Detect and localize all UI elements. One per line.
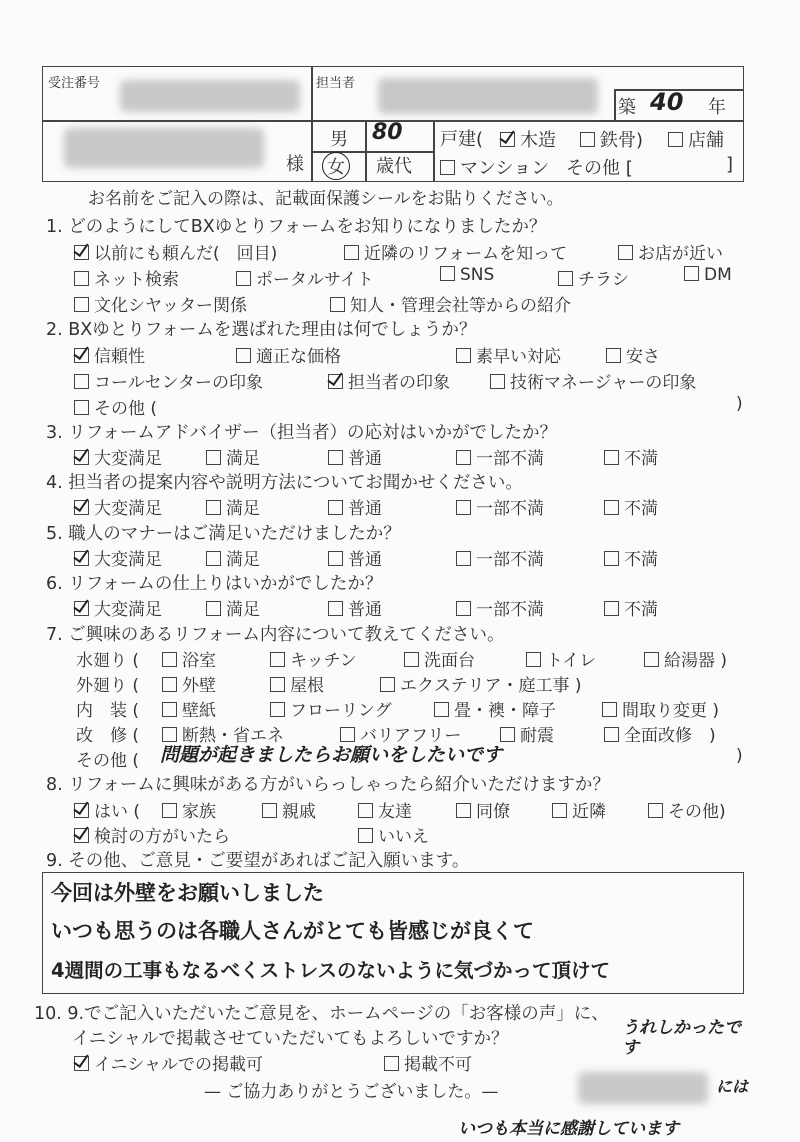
q1-o6-label: SNS: [460, 265, 495, 285]
q6-s5-label: 不満: [624, 600, 658, 620]
q6-s5-checkbox[interactable]: [604, 601, 619, 616]
q2-o7-checkbox[interactable]: [490, 374, 505, 389]
q8-o3-label: 友達: [378, 802, 412, 822]
q8-o5-checkbox[interactable]: [552, 803, 567, 818]
q1-o3-label: お店が近い: [638, 244, 723, 264]
q1-o2-checkbox[interactable]: [344, 245, 359, 260]
staff-name-redacted: [378, 78, 598, 114]
q7-r1-1-label: キッチン: [290, 651, 357, 671]
q4-s2-checkbox[interactable]: [206, 500, 221, 515]
q2-o6-checkbox[interactable]: [328, 374, 343, 389]
q7-r3-0-label: 壁紙: [182, 701, 216, 721]
q2-o4-label: 安さ: [626, 347, 660, 367]
q2-o3-checkbox[interactable]: [456, 348, 471, 363]
q1-o8-label: DM: [704, 265, 732, 285]
q1-o5-label: ポータルサイト: [256, 270, 374, 290]
other-bracket: ]: [726, 154, 734, 175]
q8-o5-label: 近隣: [572, 802, 606, 822]
q8-no-label: いいえ: [378, 827, 429, 847]
nen-label: 年: [708, 97, 726, 118]
q1-o7-label: チラシ: [578, 270, 629, 290]
q7-r1-2-checkbox[interactable]: [404, 652, 419, 667]
q2-o8-checkbox[interactable]: [74, 400, 89, 415]
q4-s2-label: 満足: [226, 499, 260, 519]
q1-o9-checkbox[interactable]: [74, 297, 89, 312]
q10-o2-checkbox[interactable]: [384, 1056, 399, 1071]
q8-text: 8. リフォームに興味がある方がいらっしゃったら紹介いただけますか？: [46, 775, 610, 795]
q7-r3-3-checkbox[interactable]: [602, 702, 617, 717]
q3-s4-checkbox[interactable]: [456, 450, 471, 465]
q4-s4-checkbox[interactable]: [456, 500, 471, 515]
q3-text: 3. リフォームアドバイザー（担当者）の応対はいかがでしたか？: [46, 423, 558, 443]
thanks-text: — ご協力ありがとうございました。—: [204, 1082, 499, 1102]
tekkotsu-label: 鉄骨): [600, 130, 644, 151]
q3-s2-label: 満足: [226, 449, 260, 469]
q1-o7-checkbox[interactable]: [558, 271, 573, 286]
q7-r2-1-label: 屋根: [290, 676, 324, 696]
q4-s1-label: 大変満足: [94, 499, 162, 519]
q7-r1-4-checkbox[interactable]: [644, 652, 659, 667]
q6-s4-label: 一部不満: [476, 600, 544, 620]
q7-r1-0-checkbox[interactable]: [162, 652, 177, 667]
q6-s1-label: 大変満足: [94, 600, 162, 620]
q1-o9-label: 文化シヤッター関係: [94, 296, 247, 316]
q1-o10-label: 知人・管理会社等からの紹介: [350, 296, 571, 316]
order-number-redacted: [120, 80, 300, 112]
q8-o1-checkbox[interactable]: [162, 803, 177, 818]
q7-r2-0-checkbox[interactable]: [162, 677, 177, 692]
mokuzo-checkbox[interactable]: [500, 132, 515, 147]
age-label: 歳代: [376, 156, 412, 177]
q7-r3-0-checkbox[interactable]: [162, 702, 177, 717]
kodate-label: 戸建(: [440, 129, 484, 150]
q4-s1-checkbox[interactable]: [74, 500, 89, 515]
q7-r4-2-label: 耐震: [520, 726, 554, 746]
footer-hand-suffix: には: [716, 1077, 749, 1096]
q7-r5-label: その他 (: [76, 751, 140, 771]
q3-s4-label: 一部不満: [476, 449, 544, 469]
q10-o1-label: イニシャルでの掲載可: [94, 1055, 263, 1075]
q6-s2-label: 満足: [226, 600, 260, 620]
customer-name-redacted: [64, 128, 264, 168]
comment-line-1: 今回は外壁をお願いしました: [51, 881, 324, 905]
q8-yes-label: はい (: [94, 802, 141, 822]
chiku-label: 築: [618, 97, 636, 118]
q5-s4-checkbox[interactable]: [456, 551, 471, 566]
q8-consider-checkbox[interactable]: [74, 828, 89, 843]
q10-handwriting: うれしかったです: [622, 1018, 741, 1058]
q10-text: 10. 9.でご記入いただいたご意見を、ホームページの「お客様の声」に、: [34, 1004, 609, 1024]
q1-o2-label: 近隣のリフォームを知って: [364, 244, 568, 264]
q2-o5-checkbox[interactable]: [74, 374, 89, 389]
q3-s1-label: 大変満足: [94, 449, 162, 469]
q8-o6-checkbox[interactable]: [648, 803, 663, 818]
q10-text-2: イニシャルで掲載させていただいてもよろしいですか？: [72, 1029, 509, 1049]
q7-r4-label: 改 修 (: [76, 726, 140, 746]
q5-s4-label: 一部不満: [476, 550, 544, 570]
q6-s3-checkbox[interactable]: [328, 601, 343, 616]
q7-r3-2-checkbox[interactable]: [434, 702, 449, 717]
q7-r1-4-label: 給湯器 ): [664, 651, 728, 671]
q7-r2-2-label: エクステリア・庭工事 ): [400, 676, 582, 696]
q2-o5-label: コールセンターの印象: [94, 373, 263, 393]
q7-r1-3-checkbox[interactable]: [526, 652, 541, 667]
q10-o1-checkbox[interactable]: [74, 1056, 89, 1071]
male-label: 男: [330, 129, 348, 150]
q5-s2-checkbox[interactable]: [206, 551, 221, 566]
q2-o1-checkbox[interactable]: [74, 348, 89, 363]
q7-r1-3-label: トイレ: [546, 651, 597, 671]
q1-o4-label: ネット検索: [94, 270, 179, 290]
q3-s5-checkbox[interactable]: [604, 450, 619, 465]
q3-s2-checkbox[interactable]: [206, 450, 221, 465]
q7-r1-0-label: 浴室: [182, 651, 216, 671]
q6-s4-checkbox[interactable]: [456, 601, 471, 616]
order-number-label: 受注番号: [48, 76, 101, 91]
other-label: その他 [: [566, 158, 633, 179]
q2-o6-label: 担当者の印象: [348, 373, 450, 393]
q8-o4-label: 同僚: [476, 802, 510, 822]
q3-s5-label: 不満: [624, 449, 658, 469]
q8-yes-checkbox[interactable]: [74, 803, 89, 818]
q1-o1-label: 以前にも頼んだ( 回目): [94, 244, 278, 264]
q7-other-handwriting: 問題が起きましたらお願いをしたいです: [160, 744, 503, 766]
q7-r2-2-checkbox[interactable]: [380, 677, 395, 692]
q5-s5-label: 不満: [624, 550, 658, 570]
comment-box: [42, 872, 744, 994]
mokuzo-label: 木造: [520, 130, 556, 151]
q2-close: ): [736, 394, 743, 414]
q1-o1-checkbox[interactable]: [74, 245, 89, 260]
q10-o2-label: 掲載不可: [404, 1055, 472, 1075]
q8-no-checkbox[interactable]: [358, 828, 373, 843]
tenpo-label: 店舗: [688, 130, 724, 151]
q8-o6-label: その他): [668, 802, 726, 822]
q4-s5-label: 不満: [624, 499, 658, 519]
q7-r4-3-checkbox[interactable]: [604, 727, 619, 742]
q7-r1-2-label: 洗面台: [424, 651, 475, 671]
q4-s3-checkbox[interactable]: [328, 500, 343, 515]
q6-s1-checkbox[interactable]: [74, 601, 89, 616]
q7-r1-1-checkbox[interactable]: [270, 652, 285, 667]
q7-r3-3-label: 間取り変更 ): [622, 701, 720, 721]
q3-s3-label: 普通: [348, 449, 382, 469]
q8-o2-label: 親戚: [282, 802, 316, 822]
q9-text: 9. その他、ご意見・ご要望があればご記入願います。: [46, 851, 470, 871]
q2-text: 2. BXゆとりフォームを選ばれた理由は何でしょうか？: [46, 320, 477, 340]
q1-o3-checkbox[interactable]: [618, 245, 633, 260]
q7-r4-2-checkbox[interactable]: [500, 727, 515, 742]
notice-text: お名前をご記入の際は、記載面保護シールをお貼りください。: [88, 189, 564, 209]
female-label-circled: 女: [322, 152, 350, 180]
q7-r5-close: ): [736, 746, 743, 766]
mansion-checkbox[interactable]: [440, 160, 455, 175]
q7-r2-0-label: 外壁: [182, 676, 216, 696]
q2-o3-label: 素早い対応: [476, 347, 561, 367]
q5-s1-label: 大変満足: [94, 550, 162, 570]
q7-r3-2-label: 畳・襖・障子: [454, 701, 556, 721]
q5-text: 5. 職人のマナーはご満足いただけましたか？: [46, 524, 401, 544]
q5-s3-label: 普通: [348, 550, 382, 570]
mansion-label: マンション: [460, 158, 550, 179]
q5-s5-checkbox[interactable]: [604, 551, 619, 566]
chiku-value: 40: [650, 88, 684, 116]
q5-s2-label: 満足: [226, 550, 260, 570]
q1-o6-checkbox[interactable]: [440, 266, 455, 281]
q4-s3-label: 普通: [348, 499, 382, 519]
staff-label: 担当者: [316, 76, 356, 91]
q2-o8-label: その他 (: [94, 399, 158, 419]
q6-text: 6. リフォームの仕上りはいかがでしたか？: [46, 574, 383, 594]
q3-s1-checkbox[interactable]: [74, 450, 89, 465]
q7-text: 7. ご興味のあるリフォーム内容について教えてください。: [46, 625, 505, 645]
q2-o2-checkbox[interactable]: [236, 348, 251, 363]
comment-line-2: いつも思うのは各職人さんがとても皆感じが良くて: [51, 919, 534, 943]
q1-o5-checkbox[interactable]: [236, 271, 251, 286]
tenpo-checkbox[interactable]: [668, 132, 683, 147]
q6-s3-label: 普通: [348, 600, 382, 620]
q1-o8-checkbox[interactable]: [684, 266, 699, 281]
sama-label: 様: [286, 154, 304, 175]
q7-r3-1-label: フローリング: [290, 701, 392, 721]
q7-r1-label: 水廻り (: [76, 651, 140, 671]
q2-o1-label: 信頼性: [94, 347, 145, 367]
q1-o10-checkbox[interactable]: [330, 297, 345, 312]
q7-r2-label: 外廻り (: [76, 676, 140, 696]
q4-text: 4. 担当者の提案内容や説明方法についてお聞かせください。: [46, 473, 523, 493]
q8-o4-checkbox[interactable]: [456, 803, 471, 818]
q5-s3-checkbox[interactable]: [328, 551, 343, 566]
q3-s3-checkbox[interactable]: [328, 450, 343, 465]
q8-consider-label: 検討の方がいたら: [94, 827, 230, 847]
footer-name-redacted: [578, 1072, 708, 1104]
q7-r3-label: 内 装 (: [76, 701, 140, 721]
tekkotsu-checkbox[interactable]: [580, 132, 595, 147]
q2-o2-label: 適正な価格: [256, 347, 341, 367]
q4-s4-label: 一部不満: [476, 499, 544, 519]
q8-o3-checkbox[interactable]: [358, 803, 373, 818]
q7-r4-1-label: バリアフリー: [360, 726, 462, 746]
q7-r4-0-label: 断熱・省エネ: [182, 726, 284, 746]
q5-s1-checkbox[interactable]: [74, 551, 89, 566]
q4-s5-checkbox[interactable]: [604, 500, 619, 515]
q7-r2-1-checkbox[interactable]: [270, 677, 285, 692]
q1-o4-checkbox[interactable]: [74, 271, 89, 286]
q7-r4-3-label: 全面改修 ): [624, 726, 716, 746]
comment-line-3: 4週間の工事もなるべくストレスのないように気づかって頂けて: [51, 959, 610, 982]
age-value: 80: [372, 120, 403, 145]
q2-o4-checkbox[interactable]: [606, 348, 621, 363]
q8-o1-label: 家族: [182, 802, 216, 822]
q6-s2-checkbox[interactable]: [206, 601, 221, 616]
q7-r3-1-checkbox[interactable]: [270, 702, 285, 717]
footer-handwriting: いつも本当に感謝しています: [458, 1119, 679, 1139]
q8-o2-checkbox[interactable]: [262, 803, 277, 818]
q2-o7-label: 技術マネージャーの印象: [510, 373, 697, 393]
q1-text: 1. どのようにしてBXゆとりフォームをお知りになりましたか？: [46, 217, 547, 237]
